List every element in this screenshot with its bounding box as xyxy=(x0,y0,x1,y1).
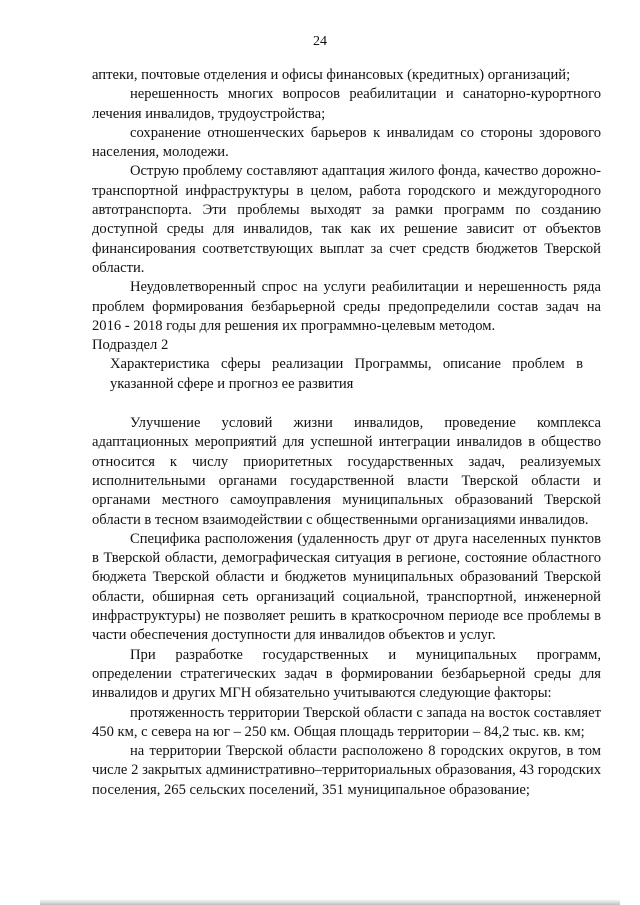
subsection-label: Подраздел 2 xyxy=(92,337,169,354)
paragraph-continuation: аптеки, почтовые отделения и офисы финансовых (кредитных) организаций; xyxy=(92,67,571,83)
paragraph: протяженность территории Тверской области с запада на восток составляет 450 км, с севера на юг – 250 км. Общая площадь территории – 84,2 тыс. кв. км; xyxy=(92,704,601,740)
paragraph: на территории Тверской области расположено 8 городских округов, в том числе 2 закрытых административно–территориальных образования, 43 городских поселения, 265 сельских поселений, 351 муниципальное образование; xyxy=(92,743,601,798)
page-number: 24 xyxy=(313,34,327,49)
paragraph: нерешенность многих вопросов реабилитации и санаторно-курортного лечения инвалидов, трудоустройства; xyxy=(92,86,601,122)
paragraph: сохранение отношенческих барьеров к инвалидам со стороны здорового населения, молодежи. xyxy=(92,124,601,161)
paragraph: Острую проблему составляют адаптация жилого фонда, качество дорожно-транспортной инфраструктуры в целом, работа городского и междугородного автотранспорта. Эти проблемы выходят за рамки программ по созданию доступной среды для инвалидов, так как их решение зависит от объектов финансирования соответствующих выплат за счет средств бюджетов Тверской области. xyxy=(92,163,601,276)
subsection-title: Характеристика сферы реализации Программы, описание проблем в указанной сфере и прогноз ее развития xyxy=(110,356,583,392)
paragraph: Неудовлетворенный спрос на услуги реабилитации и нерешенность ряда проблем формирования безбарьерной среды предопределили состав задач на 2016 - 2018 годы для решения их программно-целевым методом. xyxy=(92,279,601,334)
paragraph: Специфика расположения (удаленность друг от друга населенных пунктов в Тверской области, демографическая ситуация в регионе, состояние областного бюджета Тверской области и бюджетов муниципальных образований Тверской области, обширная сеть организаций социальной, транспортной, инженерной инфраструктуры) не позволяет решить в краткосрочном периоде все проблемы в части обеспечения доступности для инвалидов объектов и услуг. xyxy=(92,530,601,644)
paragraph: Улучшение условий жизни инвалидов, проведение комплекса адаптационных мероприятий для успешной интеграции инвалидов в общество относится к числу приоритетных государственных задач, реализуемых исполнительными органами государственной власти Тверской области и органами местного самоуправления муниципальных образований Тверской области в тесном взаимодействии с общественными организациями инвалидов. xyxy=(92,415,601,528)
scan-bottom-edge xyxy=(40,899,620,905)
document-body xyxy=(92,66,601,800)
paragraph: При разработке государственных и муниципальных программ, определении стратегических задач в формировании безбарьерной среды для инвалидов и других МГН обязательно учитываются следующие факторы: xyxy=(92,646,601,702)
